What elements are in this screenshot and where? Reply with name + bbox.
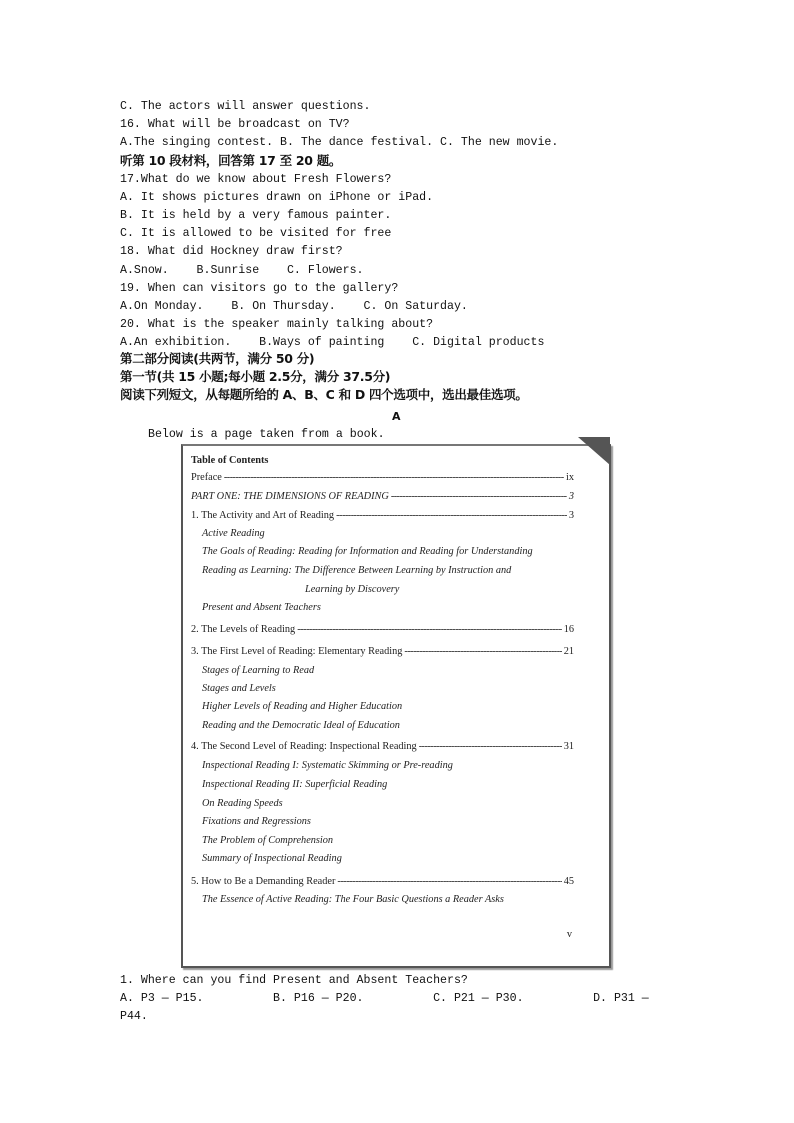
dot-leader <box>419 740 562 753</box>
toc-entry-page: 31 <box>563 741 574 752</box>
options-1: A. P3 — P15. B. P16 — P20. C. P21 — P30. D. P31 — <box>120 992 649 1005</box>
dot-leader <box>404 645 561 658</box>
options-19: A.On Monday. B. On Thursday. C. On Saturday. <box>120 300 468 313</box>
option-17b: B. It is held by a very famous painter. <box>120 209 392 222</box>
toc-entry <box>202 664 585 677</box>
toc-entry-title: Preface <box>191 472 222 483</box>
text-line: C. The actors will answer questions. <box>120 100 371 113</box>
toc-entry-title: Active Reading <box>202 528 265 539</box>
passage-intro: Below is a page taken from a book. <box>148 428 385 441</box>
toc-entry <box>202 893 585 906</box>
toc-entry-title: Inspectional Reading I: Systematic Skimming or Pre-reading <box>202 760 453 771</box>
toc-entry-title: 1. The Activity and Art of Reading <box>191 510 335 521</box>
toc-entry <box>202 545 585 558</box>
toc-entry-title: 2. The Levels of Reading <box>191 624 296 635</box>
toc-entry-title: Stages and Levels <box>202 683 276 694</box>
option-17a: A. It shows pictures drawn on iPhone or iPad. <box>120 191 434 204</box>
toc-entry-page: ix <box>565 472 574 483</box>
page-number <box>191 928 572 941</box>
toc-entry-page: 21 <box>563 646 574 657</box>
toc-entry-title: Reading and the Democratic Ideal of Education <box>202 720 400 731</box>
toc-entry <box>191 490 574 503</box>
question-20: 20. What is the speaker mainly talking about? <box>120 318 434 331</box>
toc-entry-title: Fixations and Regressions <box>202 816 311 827</box>
toc-entry <box>191 740 574 753</box>
toc-entry-title: The Essence of Active Reading: The Four Basic Questions a Reader Asks <box>202 894 504 905</box>
question-18: 18. What did Hockney draw first? <box>120 245 343 258</box>
toc-entry <box>202 700 585 713</box>
toc-entry <box>202 601 585 614</box>
options-16: A.The singing contest. B. The dance festival. C. The new movie. <box>120 136 559 149</box>
toc-entry-title: Reading as Learning: The Difference Between Learning by Instruction and <box>202 565 512 576</box>
toc-title <box>191 454 574 467</box>
toc-entry <box>202 778 585 791</box>
part-heading: 第二部分阅读(共两节，满分 50 分) <box>120 351 315 366</box>
toc-entry-title: Inspectional Reading II: Superficial Reading <box>202 779 388 790</box>
toc-entry <box>202 759 585 772</box>
toc-entry-title: Higher Levels of Reading and Higher Education <box>202 701 403 712</box>
question-1: 1. Where can you find Present and Absent Teachers? <box>120 974 468 987</box>
dot-leader <box>297 623 562 636</box>
toc-entry-title: Summary of Inspectional Reading <box>202 853 342 864</box>
toc-entry-page: 3 <box>568 510 574 521</box>
toc-entry <box>202 682 585 695</box>
section-heading: 第一节(共 15 小题;每小题 2.5分，满分 37.5分) <box>120 369 391 384</box>
toc-entry <box>305 583 688 596</box>
toc-entry-page: 16 <box>563 624 574 635</box>
question-16: 16. What will be broadcast on TV? <box>120 118 350 131</box>
toc-entry-page: 45 <box>563 876 574 887</box>
toc-entry-title: The Goals of Reading: Reading for Information and Reading for Understanding <box>202 546 533 557</box>
toc-entry <box>191 509 574 522</box>
question-19: 19. When can visitors go to the gallery? <box>120 282 399 295</box>
toc-entry-title: Present and Absent Teachers <box>202 602 321 613</box>
dot-leader <box>224 471 564 484</box>
toc-entry <box>191 645 574 658</box>
reading-instruction: 阅读下列短文，从每题所给的 A、B、C 和 D 四个选项中，选出最佳选项。 <box>120 387 528 402</box>
toc-entry <box>202 719 585 732</box>
toc-entry <box>202 797 585 810</box>
options-1-cont: P44. <box>120 1010 148 1023</box>
toc-title-text: Table of Contents <box>191 455 269 466</box>
toc-entry <box>202 527 585 540</box>
toc-entry-title: Stages of Learning to Read <box>202 665 315 676</box>
folded-corner <box>578 437 610 465</box>
question-17: 17.What do we know about Fresh Flowers? <box>120 173 392 186</box>
toc-entry-page: 3 <box>568 491 574 502</box>
toc-entry-title: On Reading Speeds <box>202 798 283 809</box>
toc-entry <box>202 815 585 828</box>
toc-entry <box>202 564 585 577</box>
page-number-text: v <box>566 929 572 940</box>
toc-entry <box>191 471 574 484</box>
options-20: A.An exhibition. B.Ways of painting C. Digital products <box>120 336 545 349</box>
toc-entry <box>202 834 585 847</box>
dot-leader <box>336 509 567 522</box>
toc-entry-title: Learning by Discovery <box>305 584 400 595</box>
toc-entry-title: 4. The Second Level of Reading: Inspectional Reading <box>191 741 417 752</box>
toc-entry <box>191 623 574 636</box>
options-18: A.Snow. B.Sunrise C. Flowers. <box>120 264 364 277</box>
toc-entry-title: 3. The First Level of Reading: Elementary Reading <box>191 646 403 657</box>
dot-leader <box>337 875 561 888</box>
option-17c: C. It is allowed to be visited for free <box>120 227 392 240</box>
toc-entry <box>202 852 585 865</box>
passage-label: A <box>392 410 401 423</box>
toc-entry <box>191 875 574 888</box>
dot-leader <box>391 490 567 503</box>
section-instruction: 听第 10 段材料，回答第 17 至 20 题。 <box>120 153 342 168</box>
toc-entry-title: PART ONE: THE DIMENSIONS OF READING <box>191 491 389 502</box>
toc-entry-title: The Problem of Comprehension <box>202 835 334 846</box>
toc-entry-title: 5. How to Be a Demanding Reader <box>191 876 336 887</box>
